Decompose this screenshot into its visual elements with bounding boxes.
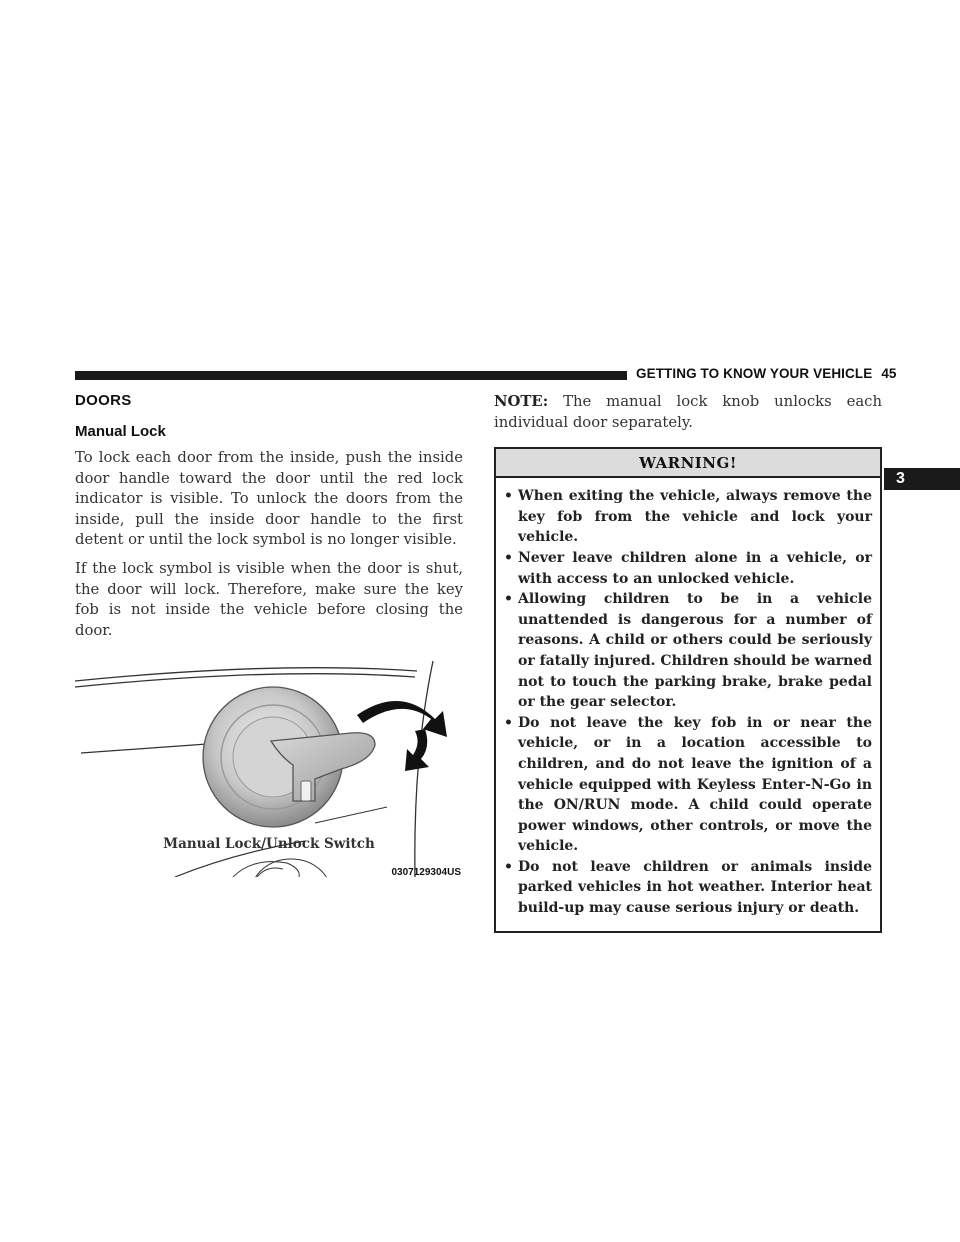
warning-item bbox=[504, 548, 872, 589]
warning-item bbox=[504, 713, 872, 857]
warning-item-text: Never leave children alone in a vehicle, or with access to an unlocked vehicle. bbox=[518, 549, 872, 587]
warning-title: WARNING! bbox=[496, 449, 880, 478]
subsection-heading: Manual Lock bbox=[75, 423, 166, 440]
section-heading: DOORS bbox=[75, 392, 132, 409]
running-header bbox=[636, 366, 897, 381]
section-title: GETTING TO KNOW YOUR VEHICLE bbox=[636, 366, 873, 381]
warning-item bbox=[504, 486, 872, 548]
paragraph: To lock each door from the inside, push the inside door handle toward the door until the red lock indicator is visible. To unlock the doors from the inside, pull the inside door handle to the first detent or until the lock symbol is no longer visible. bbox=[75, 449, 463, 549]
note-text: The manual lock knob unlocks each individual door separately. bbox=[494, 393, 882, 431]
header-rule bbox=[75, 371, 627, 380]
page-number: 45 bbox=[881, 366, 897, 381]
warning-item-text: When exiting the vehicle, always remove the key fob from the vehicle and lock your vehicle. bbox=[518, 488, 872, 546]
bullet-icon: • bbox=[504, 488, 513, 505]
note-label: NOTE: bbox=[494, 393, 549, 410]
bullet-icon: • bbox=[504, 858, 513, 875]
warning-list bbox=[496, 478, 880, 930]
chapter-tab: 3 bbox=[884, 468, 960, 490]
bullet-icon: • bbox=[504, 714, 513, 731]
warning-item-text: Do not leave the key fob in or near the vehicle, or in a location accessible to children, and do not leave the ignition of a vehicle equipped with Keyless Enter-N-Go in the ON/RUN mode. A child could operate power windows, other controls, or move the vehicle. bbox=[518, 714, 872, 855]
paragraph: If the lock symbol is visible when the door is shut, the door will lock. Therefore, make sure the key fob is not inside the vehicle before closing the door. bbox=[75, 559, 463, 639]
warning-box bbox=[494, 447, 882, 932]
figure-code: 0307129304US bbox=[391, 867, 461, 879]
warning-item-text: Allowing children to be in a vehicle unattended is dangerous for a number of reasons. A child or others could be seriously or fatally injured. Children should be warned not to touch the parking brake, brake pedal or the gear selector. bbox=[518, 591, 873, 711]
figure-caption: Manual Lock/Unlock Switch bbox=[163, 836, 375, 852]
bullet-icon: • bbox=[504, 591, 513, 608]
left-column bbox=[75, 392, 463, 877]
warning-item bbox=[504, 589, 872, 713]
bullet-icon: • bbox=[504, 549, 513, 566]
warning-item-text: Do not leave children or animals inside parked vehicles in hot weather. Interior heat build-up may cause serious injury or death. bbox=[518, 858, 872, 917]
right-column bbox=[494, 392, 882, 933]
note-paragraph bbox=[494, 392, 882, 433]
warning-item bbox=[504, 857, 872, 919]
